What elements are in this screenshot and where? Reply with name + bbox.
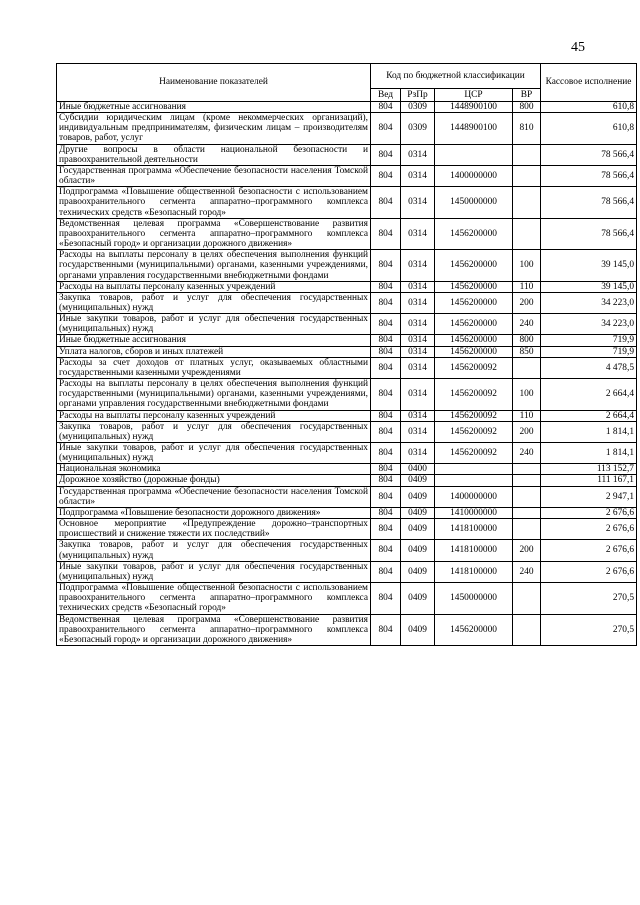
header-ved: Вед bbox=[371, 89, 401, 102]
row-rzpr: 0314 bbox=[401, 144, 435, 165]
row-name: Ведомственная целевая программа «Совершенствование развития правоохранительного сегмента аппаратно–программного комплекса «Безопасный город» и организации дорожного движения» bbox=[57, 614, 371, 645]
table-row bbox=[57, 614, 637, 645]
row-rzpr: 0314 bbox=[401, 346, 435, 357]
row-ved: 804 bbox=[371, 583, 401, 614]
row-csr bbox=[435, 475, 513, 486]
row-name: Расходы за счет доходов от платных услуг, оказываемых областными государственными казенными учреждениями bbox=[57, 357, 371, 378]
row-rzpr: 0309 bbox=[401, 102, 435, 113]
row-ved: 804 bbox=[371, 486, 401, 507]
row-name: Субсидии юридическим лицам (кроме некоммерческих организаций), индивидуальным предпринимателям, физическим лицам – производителям товаров, работ, услуг bbox=[57, 113, 371, 144]
row-amount: 2 676,6 bbox=[541, 507, 637, 518]
row-csr: 1418100000 bbox=[435, 540, 513, 561]
table-row bbox=[57, 218, 637, 249]
row-ved: 804 bbox=[371, 218, 401, 249]
row-csr: 1456200000 bbox=[435, 614, 513, 645]
table-row bbox=[57, 486, 637, 507]
table-row bbox=[57, 292, 637, 313]
row-csr: 1456200000 bbox=[435, 281, 513, 292]
row-vr bbox=[513, 519, 541, 540]
row-amount: 719,9 bbox=[541, 335, 637, 346]
row-amount: 111 167,1 bbox=[541, 475, 637, 486]
row-vr: 850 bbox=[513, 346, 541, 357]
table-row bbox=[57, 507, 637, 518]
row-amount: 39 145,0 bbox=[541, 250, 637, 281]
table-row bbox=[57, 335, 637, 346]
row-amount: 78 566,4 bbox=[541, 187, 637, 218]
row-vr: 110 bbox=[513, 281, 541, 292]
row-rzpr: 0314 bbox=[401, 335, 435, 346]
row-amount: 39 145,0 bbox=[541, 281, 637, 292]
row-rzpr: 0309 bbox=[401, 113, 435, 144]
row-ved: 804 bbox=[371, 292, 401, 313]
row-csr: 1456200092 bbox=[435, 443, 513, 464]
row-csr: 1400000000 bbox=[435, 486, 513, 507]
row-amount: 270,5 bbox=[541, 583, 637, 614]
row-rzpr: 0314 bbox=[401, 187, 435, 218]
row-ved: 804 bbox=[371, 614, 401, 645]
row-ved: 804 bbox=[371, 357, 401, 378]
table-row bbox=[57, 113, 637, 144]
row-csr: 1410000000 bbox=[435, 507, 513, 518]
row-ved: 804 bbox=[371, 281, 401, 292]
row-ved: 804 bbox=[371, 540, 401, 561]
row-ved: 804 bbox=[371, 165, 401, 186]
header-name: Наименование показателей bbox=[57, 64, 371, 102]
row-csr: 1456200000 bbox=[435, 250, 513, 281]
row-rzpr: 0314 bbox=[401, 250, 435, 281]
row-name: Иные бюджетные ассигнования bbox=[57, 102, 371, 113]
table-row bbox=[57, 410, 637, 421]
row-vr: 200 bbox=[513, 540, 541, 561]
row-csr: 1456200000 bbox=[435, 314, 513, 335]
row-name: Подпрограмма «Повышение общественной безопасности с использованием правоохранительного сегмента аппаратно–программного комплекса технических средств «Безопасный город» bbox=[57, 187, 371, 218]
table-row bbox=[57, 475, 637, 486]
row-name: Закупка товаров, работ и услуг для обеспечения государственных (муниципальных) нужд bbox=[57, 540, 371, 561]
table-row bbox=[57, 443, 637, 464]
row-name: Иные закупки товаров, работ и услуг для обеспечения государственных (муниципальных) нужд bbox=[57, 561, 371, 582]
row-ved: 804 bbox=[371, 379, 401, 410]
table-row bbox=[57, 561, 637, 582]
row-csr: 1418100000 bbox=[435, 519, 513, 540]
row-rzpr: 0409 bbox=[401, 475, 435, 486]
row-ved: 804 bbox=[371, 519, 401, 540]
row-rzpr: 0409 bbox=[401, 614, 435, 645]
row-vr bbox=[513, 144, 541, 165]
row-ved: 804 bbox=[371, 561, 401, 582]
table-row bbox=[57, 583, 637, 614]
row-amount: 34 223,0 bbox=[541, 292, 637, 313]
row-amount: 78 566,4 bbox=[541, 218, 637, 249]
table-row bbox=[57, 102, 637, 113]
row-ved: 804 bbox=[371, 113, 401, 144]
row-vr: 240 bbox=[513, 443, 541, 464]
row-amount: 113 152,7 bbox=[541, 464, 637, 475]
row-vr bbox=[513, 475, 541, 486]
row-csr: 1448900100 bbox=[435, 113, 513, 144]
row-ved: 804 bbox=[371, 464, 401, 475]
table-row bbox=[57, 379, 637, 410]
row-amount: 2 947,1 bbox=[541, 486, 637, 507]
table-row bbox=[57, 144, 637, 165]
row-amount: 2 676,6 bbox=[541, 519, 637, 540]
table-row bbox=[57, 346, 637, 357]
row-vr bbox=[513, 187, 541, 218]
row-rzpr: 0314 bbox=[401, 292, 435, 313]
row-name: Расходы на выплаты персоналу в целях обеспечения выполнения функций государственными (муниципальными) органами, казенными учреждениями, органами управления государственными внебюджетными фондами bbox=[57, 379, 371, 410]
row-csr bbox=[435, 144, 513, 165]
header-rzpr: РзПр bbox=[401, 89, 435, 102]
row-rzpr: 0400 bbox=[401, 464, 435, 475]
row-rzpr: 0314 bbox=[401, 410, 435, 421]
row-csr: 1456200000 bbox=[435, 335, 513, 346]
row-name: Дорожное хозяйство (дорожные фонды) bbox=[57, 475, 371, 486]
row-ved: 804 bbox=[371, 314, 401, 335]
row-csr: 1456200092 bbox=[435, 379, 513, 410]
row-amount: 78 566,4 bbox=[541, 165, 637, 186]
row-vr: 800 bbox=[513, 335, 541, 346]
page-number: 45 bbox=[571, 40, 585, 55]
row-rzpr: 0409 bbox=[401, 561, 435, 582]
table-row bbox=[57, 250, 637, 281]
row-ved: 804 bbox=[371, 335, 401, 346]
row-vr: 110 bbox=[513, 410, 541, 421]
row-vr bbox=[513, 614, 541, 645]
row-csr: 1400000000 bbox=[435, 165, 513, 186]
row-name: Основное мероприятие «Предупреждение дорожно–транспортных происшествий и снижение тяжести их последствий» bbox=[57, 519, 371, 540]
row-vr: 800 bbox=[513, 102, 541, 113]
row-rzpr: 0314 bbox=[401, 314, 435, 335]
row-name: Иные закупки товаров, работ и услуг для обеспечения государственных (муниципальных) нужд bbox=[57, 314, 371, 335]
row-ved: 804 bbox=[371, 187, 401, 218]
row-csr: 1456200000 bbox=[435, 292, 513, 313]
row-name: Государственная программа «Обеспечение безопасности населения Томской области» bbox=[57, 165, 371, 186]
row-rzpr: 0409 bbox=[401, 519, 435, 540]
table-row bbox=[57, 314, 637, 335]
table-row bbox=[57, 421, 637, 442]
row-amount: 610,8 bbox=[541, 102, 637, 113]
row-amount: 2 676,6 bbox=[541, 561, 637, 582]
row-name: Закупка товаров, работ и услуг для обеспечения государственных (муниципальных) нужд bbox=[57, 421, 371, 442]
header-csr: ЦСР bbox=[435, 89, 513, 102]
table-row bbox=[57, 464, 637, 475]
row-rzpr: 0409 bbox=[401, 540, 435, 561]
row-amount: 2 664,4 bbox=[541, 379, 637, 410]
row-ved: 804 bbox=[371, 443, 401, 464]
row-ved: 804 bbox=[371, 507, 401, 518]
row-ved: 804 bbox=[371, 421, 401, 442]
row-amount: 1 814,1 bbox=[541, 421, 637, 442]
row-name: Ведомственная целевая программа «Совершенствование развития правоохранительного сегмента аппаратно–программного комплекса «Безопасный город» и организации дорожного движения» bbox=[57, 218, 371, 249]
row-name: Подпрограмма «Повышение безопасности дорожного движения» bbox=[57, 507, 371, 518]
row-csr: 1456200000 bbox=[435, 218, 513, 249]
table-row bbox=[57, 540, 637, 561]
row-csr: 1456200092 bbox=[435, 410, 513, 421]
row-ved: 804 bbox=[371, 410, 401, 421]
header-code-group: Код по бюджетной классификации bbox=[371, 64, 541, 89]
row-amount: 270,5 bbox=[541, 614, 637, 645]
row-rzpr: 0314 bbox=[401, 379, 435, 410]
row-ved: 804 bbox=[371, 102, 401, 113]
row-vr bbox=[513, 507, 541, 518]
table-row bbox=[57, 165, 637, 186]
row-name: Другие вопросы в области национальной безопасности и правоохранительной деятельности bbox=[57, 144, 371, 165]
row-name: Расходы на выплаты персоналу в целях обеспечения выполнения функций государственными (муниципальными) органами, казенными учреждениями, органами управления государственными внебюджетными фондами bbox=[57, 250, 371, 281]
row-vr bbox=[513, 165, 541, 186]
row-amount: 2 664,4 bbox=[541, 410, 637, 421]
row-vr bbox=[513, 357, 541, 378]
table-row bbox=[57, 281, 637, 292]
row-vr: 200 bbox=[513, 292, 541, 313]
row-name: Национальная экономика bbox=[57, 464, 371, 475]
table-body bbox=[57, 102, 637, 646]
row-rzpr: 0314 bbox=[401, 443, 435, 464]
row-amount: 610,8 bbox=[541, 113, 637, 144]
row-csr bbox=[435, 464, 513, 475]
row-rzpr: 0409 bbox=[401, 583, 435, 614]
row-name: Уплата налогов, сборов и иных платежей bbox=[57, 346, 371, 357]
row-csr: 1456200000 bbox=[435, 346, 513, 357]
row-name: Закупка товаров, работ и услуг для обеспечения государственных (муниципальных) нужд bbox=[57, 292, 371, 313]
header-execution: Кассовое исполнение bbox=[541, 64, 637, 102]
row-vr bbox=[513, 486, 541, 507]
row-csr: 1450000000 bbox=[435, 583, 513, 614]
row-name: Иные закупки товаров, работ и услуг для обеспечения государственных (муниципальных) нужд bbox=[57, 443, 371, 464]
table-header bbox=[57, 64, 637, 102]
row-rzpr: 0409 bbox=[401, 486, 435, 507]
row-amount: 78 566,4 bbox=[541, 144, 637, 165]
row-vr: 240 bbox=[513, 314, 541, 335]
row-csr: 1448900100 bbox=[435, 102, 513, 113]
row-vr: 100 bbox=[513, 250, 541, 281]
row-rzpr: 0314 bbox=[401, 165, 435, 186]
row-ved: 804 bbox=[371, 475, 401, 486]
table-row bbox=[57, 357, 637, 378]
budget-table bbox=[56, 63, 637, 646]
row-csr: 1418100000 bbox=[435, 561, 513, 582]
row-name: Государственная программа «Обеспечение безопасности населения Томской области» bbox=[57, 486, 371, 507]
row-vr: 200 bbox=[513, 421, 541, 442]
row-vr: 240 bbox=[513, 561, 541, 582]
row-vr: 100 bbox=[513, 379, 541, 410]
row-name: Расходы на выплаты персоналу казенных учреждений bbox=[57, 281, 371, 292]
row-vr bbox=[513, 218, 541, 249]
row-amount: 34 223,0 bbox=[541, 314, 637, 335]
row-rzpr: 0314 bbox=[401, 281, 435, 292]
table-row bbox=[57, 519, 637, 540]
row-rzpr: 0409 bbox=[401, 507, 435, 518]
row-vr bbox=[513, 583, 541, 614]
row-ved: 804 bbox=[371, 250, 401, 281]
row-ved: 804 bbox=[371, 346, 401, 357]
row-rzpr: 0314 bbox=[401, 421, 435, 442]
row-csr: 1450000000 bbox=[435, 187, 513, 218]
row-amount: 1 814,1 bbox=[541, 443, 637, 464]
row-vr bbox=[513, 464, 541, 475]
row-rzpr: 0314 bbox=[401, 218, 435, 249]
row-name: Иные бюджетные ассигнования bbox=[57, 335, 371, 346]
row-amount: 2 676,6 bbox=[541, 540, 637, 561]
row-csr: 1456200092 bbox=[435, 357, 513, 378]
row-name: Подпрограмма «Повышение общественной безопасности с использованием правоохранительного сегмента аппаратно–программного комплекса технических средств «Безопасный город» bbox=[57, 583, 371, 614]
row-amount: 4 478,5 bbox=[541, 357, 637, 378]
row-name: Расходы на выплаты персоналу казенных учреждений bbox=[57, 410, 371, 421]
row-csr: 1456200092 bbox=[435, 421, 513, 442]
row-amount: 719,9 bbox=[541, 346, 637, 357]
row-vr: 810 bbox=[513, 113, 541, 144]
row-rzpr: 0314 bbox=[401, 357, 435, 378]
header-vr: ВР bbox=[513, 89, 541, 102]
row-ved: 804 bbox=[371, 144, 401, 165]
table-row bbox=[57, 187, 637, 218]
